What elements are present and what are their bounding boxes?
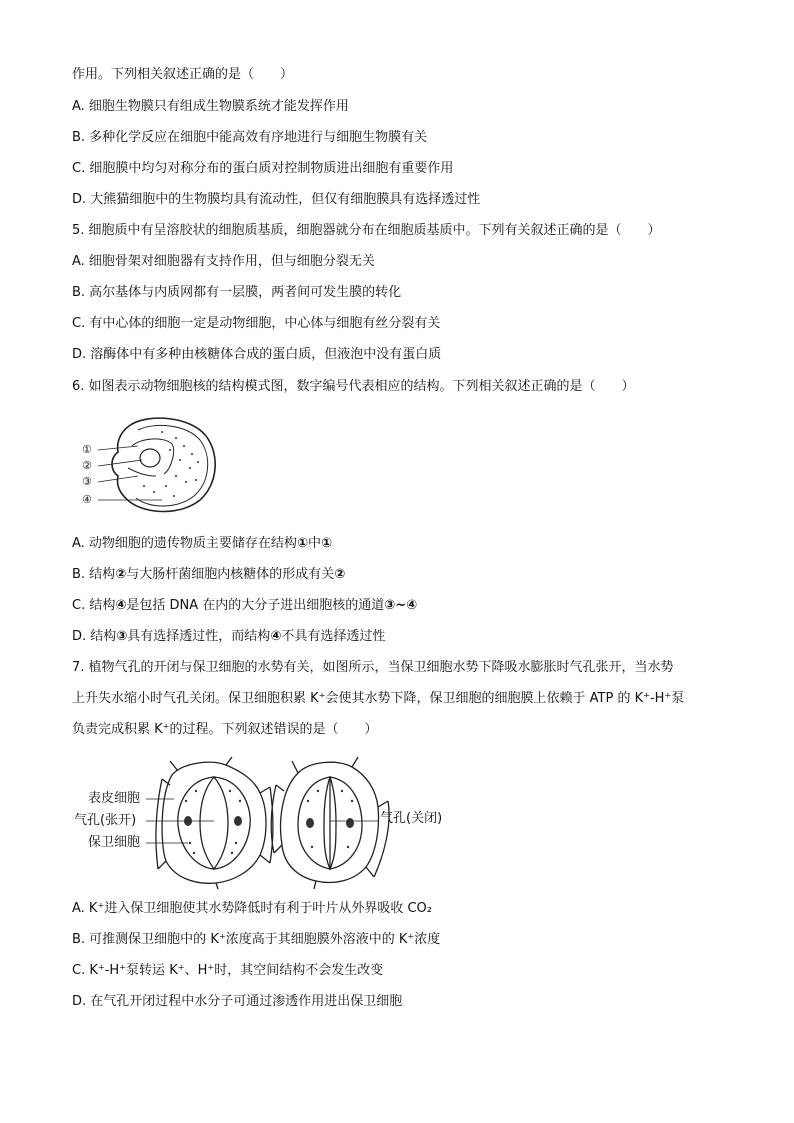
q6-option-c xyxy=(72,597,417,615)
q6-option-b-text: B. 结构 xyxy=(72,567,116,582)
q6-option-d-mid: 具有选择透过性，而结构 xyxy=(127,629,271,644)
nucleus-label-4: ④ xyxy=(82,493,92,506)
nucleus-label-2: ② xyxy=(82,459,92,472)
q4-option-a: A. 细胞生物膜只有组成生物膜系统才能发挥作用 xyxy=(72,99,349,114)
q6-option-b-mark1: ② xyxy=(115,567,127,582)
q7-stem-line-1: 7. 植物气孔的开闭与保卫细胞的水势有关，如图所示，当保卫细胞水势下降吸水膨胀时气孔张开，当水势 xyxy=(72,660,674,675)
q6-option-d xyxy=(72,628,385,646)
q5-stem: 5. 细胞质中有呈溶胶状的细胞质基质，细胞器就分布在细胞质基质中。下列有关叙述正确的是（ ） xyxy=(72,223,661,238)
q6-option-d-text: D. 结构 xyxy=(72,629,117,644)
nucleus-figure xyxy=(80,410,230,520)
stomata-figure xyxy=(70,755,470,890)
q6-option-d-end: 不具有选择透过性 xyxy=(281,629,386,644)
nucleus-diagram xyxy=(80,410,230,520)
nucleus-label-1: ① xyxy=(82,443,92,456)
q7-option-a: A. K⁺进入保卫细胞使其水势降低时有利于叶片从外界吸收 CO₂ xyxy=(72,901,432,916)
q6-option-a xyxy=(72,535,332,553)
q5-option-d: D. 溶酶体中有多种由核糖体合成的蛋白质，但液泡中没有蛋白质 xyxy=(72,347,442,362)
label-guard-cell: 保卫细胞 xyxy=(88,835,141,850)
q7-stem-line-3: 负责完成积累 K⁺的过程。下列叙述错误的是（ ） xyxy=(72,722,378,737)
q4-option-d: D. 大熊猫细胞中的生物膜均具有流动性，但仅有细胞膜具有选择透过性 xyxy=(72,192,481,207)
q6-option-d-mark2: ④ xyxy=(270,629,282,644)
q4-stem-tail: 作用。下列相关叙述正确的是（ ） xyxy=(72,67,294,82)
q6-option-c-mark2: ③~④ xyxy=(384,598,418,613)
q7-option-d: D. 在气孔开闭过程中水分子可通过渗透作用进出保卫细胞 xyxy=(72,994,403,1009)
q6-option-c-text: C. 结构 xyxy=(72,598,116,613)
label-stoma-open: 气孔(张开) xyxy=(74,813,137,828)
q6-option-b-mid: 与大肠杆菌细胞内核糖体的形成有关 xyxy=(126,567,335,582)
label-epidermal-cell: 表皮细胞 xyxy=(88,791,141,806)
q4-option-c: C. 细胞膜中均匀对称分布的蛋白质对控制物质进出细胞有重要作用 xyxy=(72,161,454,176)
q6-option-b-mark2: ② xyxy=(334,567,346,582)
q7-option-b: B. 可推测保卫细胞中的 K⁺浓度高于其细胞膜外溶液中的 K⁺浓度 xyxy=(72,932,441,947)
q6-option-b xyxy=(72,566,345,584)
q6-stem: 6. 如图表示动物细胞核的结构模式图，数字编号代表相应的结构。下列相关叙述正确的是（ ） xyxy=(72,379,635,394)
q6-option-a-mark2: ① xyxy=(320,536,332,551)
label-stoma-closed: 气孔(关闭) xyxy=(380,811,443,826)
q6-option-c-mid: 是包括 DNA 在内的大分子进出细胞核的通道 xyxy=(126,598,385,613)
q6-option-d-mark1: ③ xyxy=(116,629,128,644)
q6-option-a-mid: 中 xyxy=(307,536,321,551)
nucleus-label-3: ③ xyxy=(82,475,92,488)
q6-option-a-mark1: ① xyxy=(296,536,308,551)
q7-option-c: C. K⁺-H⁺泵转运 K⁺、H⁺时，其空间结构不会发生改变 xyxy=(72,963,384,978)
q5-option-b: B. 高尔基体与内质网都有一层膜，两者间可发生膜的转化 xyxy=(72,285,402,300)
q5-option-a: A. 细胞骨架对细胞器有支持作用，但与细胞分裂无关 xyxy=(72,254,375,269)
q7-stem-line-2: 上升失水缩小时气孔关闭。保卫细胞积累 K⁺会使其水势下降，保卫细胞的细胞膜上依赖于 ATP 的 K⁺-H⁺泵 xyxy=(72,691,685,706)
q6-option-c-mark1: ④ xyxy=(115,598,127,613)
q5-option-c: C. 有中心体的细胞一定是动物细胞，中心体与细胞有丝分裂有关 xyxy=(72,316,441,331)
q6-option-a-text: A. 动物细胞的遗传物质主要储存在结构 xyxy=(72,536,297,551)
q4-option-b: B. 多种化学反应在细胞中能高效有序地进行与细胞生物膜有关 xyxy=(72,130,428,145)
